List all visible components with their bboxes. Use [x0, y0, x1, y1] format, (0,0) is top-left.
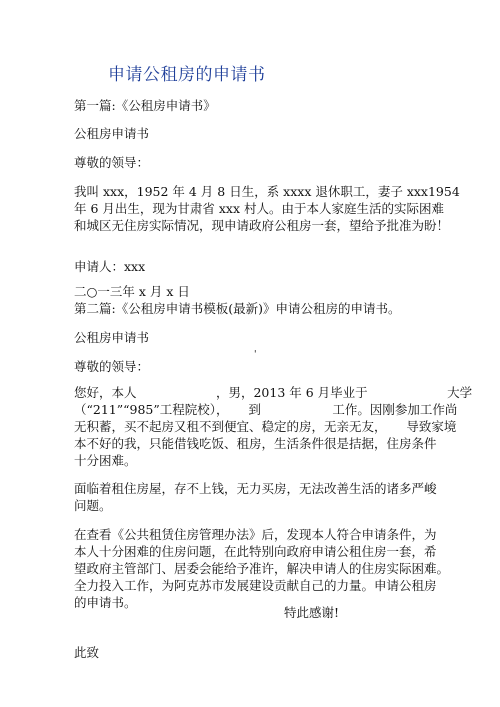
closing-line: 此致 — [74, 645, 100, 660]
body-line: 无积蓄，买不起房又租不到便宜、稳定的房，无亲无友， 导致家境 — [74, 419, 457, 434]
stray-mark: ' — [254, 350, 257, 360]
body-line: （“211”“985”工程院校）， 到 工作。因刚参加工作尚 — [74, 402, 458, 417]
body-line: 和城区无住房实际情况，现申请政府公租房一套，望给予批准为盼！ — [74, 218, 450, 233]
body-line: 本不好的我，只能借钱吃饭、租房，生活条件很是拮据，住房条件 — [74, 436, 437, 451]
body-line: 问题。 — [74, 498, 112, 513]
body-line: 望政府主管部门、居委会能给予准许，解决申请人的住房实际困难。 — [74, 561, 450, 576]
body-line: 在查看《公共租赁住房管理办法》后，发现本人符合申请条件，为 — [74, 527, 437, 542]
part1-salutation: 尊敬的领导： — [74, 155, 150, 170]
body-line: 全力投入工作，为阿克苏市发展建设贡献自己的力量。申请公租房 — [74, 578, 437, 593]
part2-heading: 第二篇:《公租房申请书模板(最新)》申请公租房的申请书。 — [74, 301, 401, 316]
applicant-line: 申请人：xxx — [74, 259, 146, 274]
body-line: 我叫 xxx，1952 年 4 月 8 日生，系 xxxx 退休职工，妻子 xxx1954 — [74, 184, 460, 199]
body-line: 年 6 月出生，现为甘肃省 xxx 村人。由于本人家庭生活的实际困难 — [74, 201, 444, 216]
body-line: 十分困难。 — [74, 453, 137, 468]
part2-salutation: 尊敬的领导： — [74, 359, 150, 374]
thanks-line: 特此感谢! — [284, 605, 340, 620]
part2-subtitle: 公租房申请书 — [74, 330, 150, 345]
body-line: 面临着租住房屋，存不上钱，无力买房，无法改善生活的诸多严峻 — [74, 481, 437, 496]
document-title: 申请公租房的申请书 — [108, 65, 266, 85]
body-line: 本人十分困难的住房问题，在此特别向政府申请公租住房一套，希 — [74, 544, 437, 559]
part1-heading: 第一篇:《公租房申请书》 — [74, 98, 216, 113]
date-line: 二○一三年 x 月 x 日 — [74, 284, 190, 299]
body-line: 您好，本人 ，男，2013 年 6 月毕业于 大学 — [74, 385, 473, 400]
body-line: 的申请书。 — [74, 595, 137, 610]
part1-subtitle: 公租房申请书 — [74, 126, 150, 141]
